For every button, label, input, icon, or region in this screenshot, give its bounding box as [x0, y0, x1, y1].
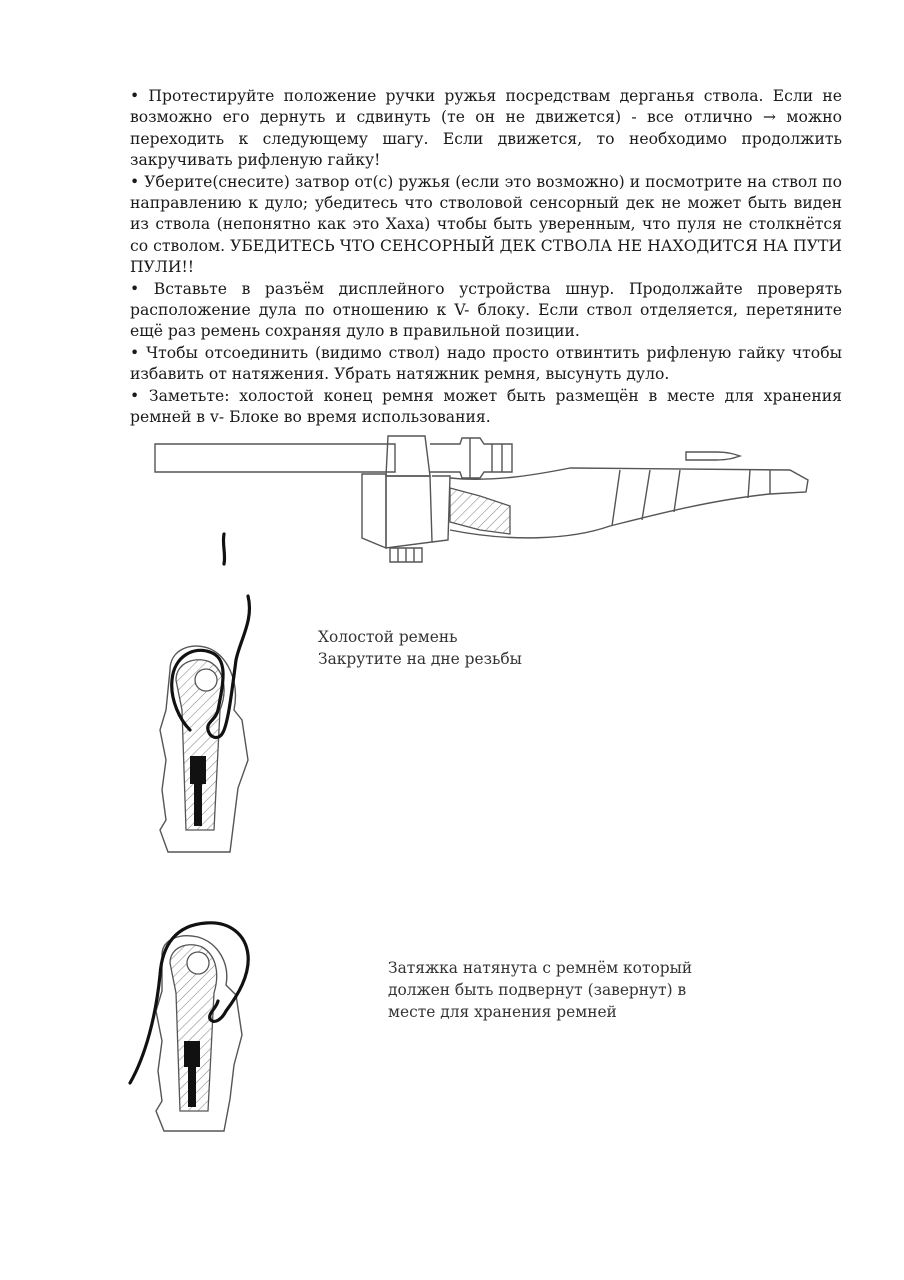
caption-line: Затяжка натянута с ремнём который [388, 959, 693, 977]
caption-line: Холостой ремень [318, 628, 458, 646]
instruction-paragraph-4: • Чтобы отсоединить (видимо ствол) надо просто отвинтить рифленую гайку чтобы избавить от натяжения. Убрать натяжник ремня, высунуть дуло. [130, 343, 842, 384]
tightened-strap-caption [388, 957, 692, 1023]
caption-line: Закрутите на дне резьбы [318, 650, 522, 668]
loose-strap-figure [130, 530, 290, 860]
instruction-paragraph-2: • Уберите(снесите) затвор от(с) ружья (если это возможно) и посмотрите на ствол по направлению к дуло; убедитесь что стволовой сенсорный дек не может быть виден из ствола (непонятно как это Хаха) чтобы быть уверенным, что пуля не столкнётся со стволом. УБЕДИТЕСЬ ЧТО СЕНСОРНЫЙ ДЕК СТВОЛА НЕ НАХОДИТСЯ НА ПУТИ ПУЛИ!! [130, 172, 842, 277]
instruction-paragraph-5: • Заметьте: холостой конец ремня может быть размещён в месте для хранения ремней в v- Блоке во время использования. [130, 386, 842, 427]
loose-strap-caption [318, 626, 522, 670]
caption-line: месте для хранения ремней [388, 1003, 617, 1021]
caption-line: должен быть подвернут (завернут) в [388, 981, 687, 999]
instructions-text [130, 86, 842, 429]
instruction-paragraph-1: • Протестируйте положение ручки ружья посредствам дерганья ствола. Если не возможно его дернуть и сдвинуть (те он не движется) - все отлично → можно переходить к следующему шагу. Если движется, то необходимо продолжить закручивать рифленую гайку! [130, 87, 842, 170]
tightened-strap-figure [126, 915, 286, 1135]
instruction-paragraph-3: • Вставьте в разъём дисплейного устройства шнур. Продолжайте проверять расположение дула по отношению к V- блоку. Если ствол отделяется, перетяните ещё раз ремень сохраняя дуло в правильной позиции. [130, 279, 842, 341]
